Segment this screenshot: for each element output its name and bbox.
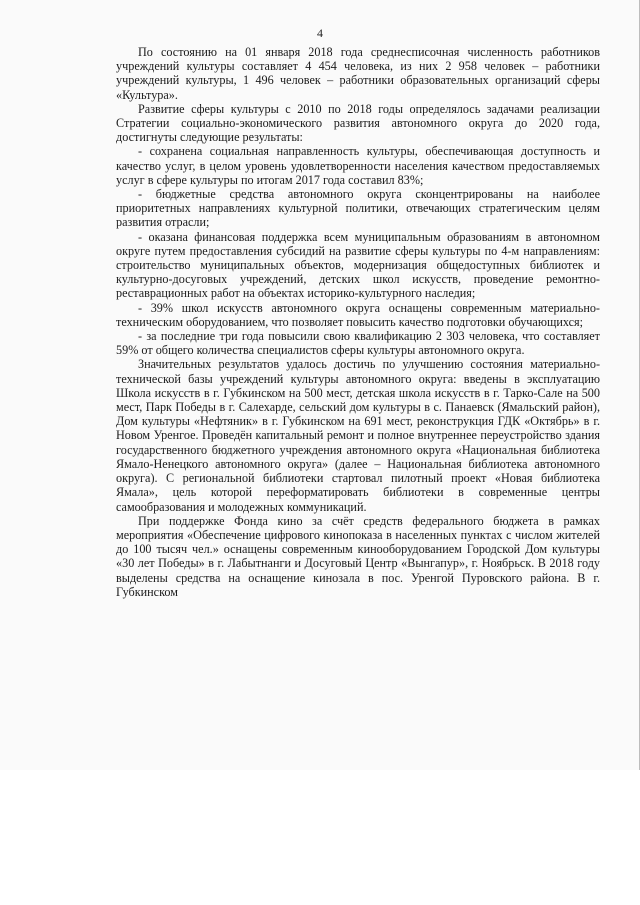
paragraph-material-base: Значительных результатов удалось достичь по улучшению состояния материально-технической базы учреждений культуры автономного округа: введены в эксплуатацию Школа искусств в г. Губкинском на 500 мест, детская школа искусств в г. Тарко-Сале на 500 мест, Парк Победы в г. Салехарде, сельский дом культуры в с. Панаевск (Ямальский район), Дом культуры «Нефтяник» в г. Губкинском на 691 мест, реконструкция ГДК «Октябрь» в г. Новом Уренгое. Проведён капитальный ремонт и полное внутреннее переустройство здания государственного бюджетного учреждения автономного округа «Национальная библиотека Ямало-Ненецкого автономного округа» (далее – Национальная библиотека автономного округа). С региональной библиотеки стартовал пилотный проект «Новая библиотека Ямала», цель которой переформатировать библиотеки в современные центры самообразования и молодежных коммуникаций. <box>116 357 600 514</box>
paragraph-development-results: Развитие сферы культуры с 2010 по 2018 годы определялось задачами реализации Стратегии социально-экономического развития автономного округа до 2020 года, достигнуты следующие результаты: <box>116 101 600 145</box>
list-item-financial-support: - оказана финансовая поддержка всем муниципальным образованиям в автономном округе путем предоставления субсидий на развитие сферы культуры по 4-м направлениям: строительство муниципальных объектов, модернизация общедоступных библиотек и культурно-досуговых учреждений, детских школ искусств, проведение ремонтно-реставрационных работ на объектах историко-культурного наследия; <box>116 229 600 301</box>
list-item-budget-funds: - бюджетные средства автономного округа сконцентрированы на наиболее приоритетных направлениях культурной политики, отвечающих стратегическим целям развития отрасли; <box>116 187 600 230</box>
page-number: 4 <box>317 26 323 40</box>
document-body <box>116 45 600 599</box>
paragraph-staff-count: По состоянию на 01 января 2018 года среднесписочная численность работников учреждений культуры составляет 4 454 человека, из них 2 958 человек – работники учреждений культуры, 1 496 человек – работники образовательных организаций сферы «Культура». <box>116 45 600 102</box>
list-item-art-schools: - 39% школ искусств автономного округа оснащены современным материально-техническим оборудованием, что позволяет повысить качество подготовки обучающихся; <box>116 300 600 329</box>
list-item-social-orientation: - сохранена социальная направленность культуры, обеспечивающая доступность и качество услуг, в целом уровень удовлетворенности населения качеством предоставляемых услуг в сфере культуры по итогам 2017 года составил 83%; <box>116 144 600 187</box>
blank-margin <box>0 770 640 905</box>
list-item-qualification: - за последние три года повысили свою квалификацию 2 303 человека, что составляет 59% от общего количества специалистов сферы культуры автономного округа. <box>116 329 600 358</box>
paragraph-film-fund: При поддержке Фонда кино за счёт средств федерального бюджета в рамках мероприятия «Обеспечение цифрового кинопоказа в населенных пунктах с числом жителей до 100 тысяч чел.» оснащены современным кинооборудованием Городской Дом культуры «30 лет Победы» в г. Лабытнанги и Досуговый Центр «Вынгапур», г. Ноябрьск. В 2018 году выделены средства на оснащение кинозала в пос. Уренгой Пуровского района. В г. Губкинском <box>116 513 600 599</box>
